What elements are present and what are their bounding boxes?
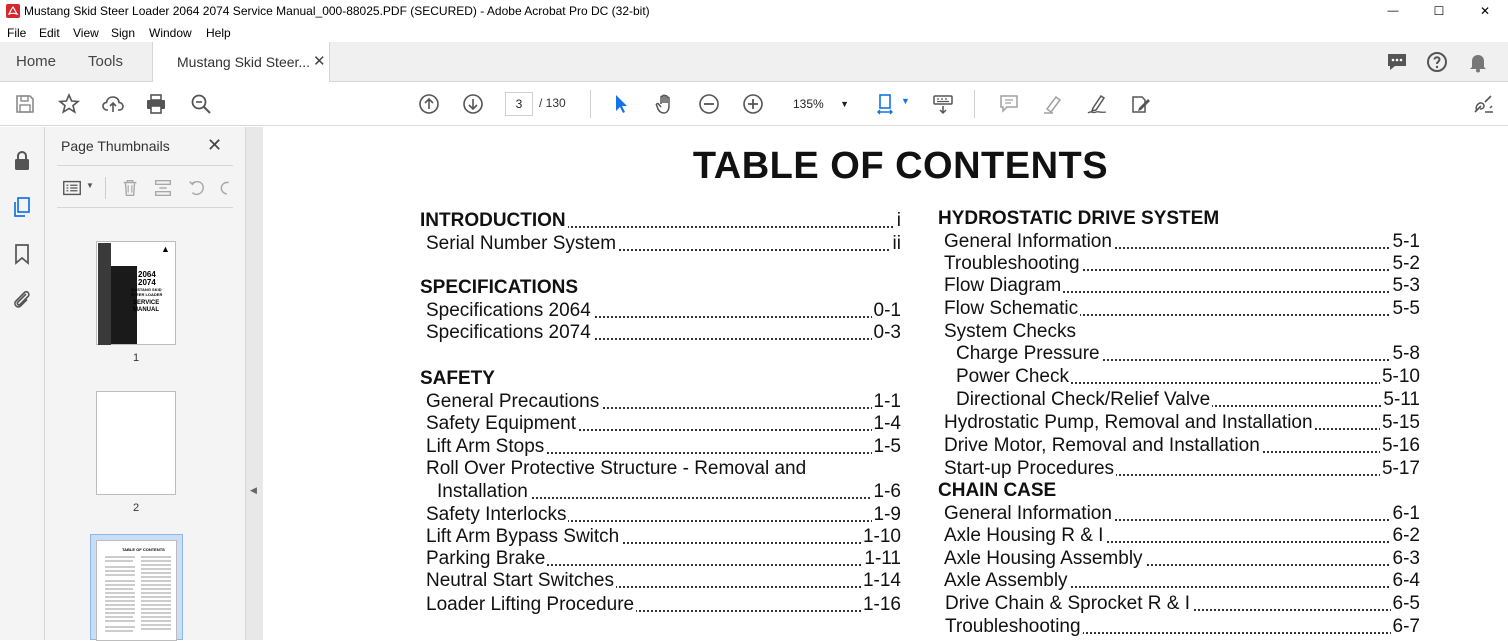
toc-section-heading [938, 208, 1420, 230]
page-thumbnail-3[interactable] [96, 540, 177, 641]
main-toolbar [0, 82, 1508, 126]
toc-entry-text: INTRODUCTION [420, 210, 566, 231]
acrobat-icon [6, 4, 20, 18]
toc-entry[interactable] [426, 570, 901, 592]
toc-entry-page: 5-17 [1381, 458, 1420, 479]
print-button[interactable] [143, 91, 169, 117]
hand-tool-button[interactable] [652, 91, 678, 117]
pen-sign-icon [1085, 92, 1109, 116]
thumbnail-text-lines [103, 555, 173, 639]
document-tab-label: Mustang Skid Steer... [177, 54, 311, 70]
zoom-out-button[interactable] [696, 91, 722, 117]
toc-entry-text: Lift Arm Stops [426, 436, 545, 457]
zoom-level-value: 135% [793, 97, 824, 111]
tab-home[interactable]: Home [16, 53, 57, 70]
fit-page-icon [875, 92, 899, 116]
toc-entry-page: 1-14 [862, 570, 901, 591]
toc-section-heading [420, 277, 901, 299]
next-page-button[interactable] [460, 91, 486, 117]
menu-edit[interactable]: Edit [39, 26, 60, 40]
toc-entry-page: 6-5 [1392, 593, 1420, 614]
rotate-left-icon[interactable] [186, 177, 208, 199]
sign-button[interactable] [1084, 91, 1110, 117]
toc-entry-text: Axle Housing Assembly [944, 548, 1143, 569]
fit-options-caret-icon[interactable]: ▼ [901, 96, 910, 106]
toc-entry-page: ii [892, 233, 901, 254]
cursor-arrow-icon [609, 92, 633, 116]
toc-entry[interactable] [426, 413, 901, 435]
paperclip-icon[interactable] [10, 287, 34, 311]
toc-entry-text: Safety Interlocks [426, 504, 567, 525]
zoom-search-icon [189, 92, 213, 116]
maximize-button[interactable] [1416, 0, 1462, 22]
save-button[interactable] [12, 91, 38, 117]
toolbar-divider [590, 90, 591, 118]
help-icon[interactable] [1425, 50, 1449, 74]
toc-entry-text: Drive Motor, Removal and Installation [944, 435, 1260, 456]
thumbnail-text: MANUAL [133, 307, 159, 313]
toc-entry-text: System Checks [944, 321, 1076, 342]
toc-entry[interactable] [944, 458, 1420, 480]
bell-icon[interactable] [1466, 50, 1490, 74]
options-menu-icon[interactable] [61, 177, 83, 199]
toc-entry-text: Neutral Start Switches [426, 570, 614, 591]
arrow-down-circle-icon [461, 92, 485, 116]
insert-pages-icon[interactable] [152, 177, 174, 199]
plus-circle-icon [741, 92, 765, 116]
toc-entry-text: Troubleshooting [944, 253, 1080, 274]
toc-entry-text: Power Check [956, 366, 1069, 387]
bookmark-star-button[interactable] [56, 91, 82, 117]
toc-entry-page: 5-5 [1392, 298, 1420, 319]
save-icon [13, 92, 37, 116]
toc-title: TABLE OF CONTENTS [692, 145, 1109, 187]
toc-entry-page: 6-7 [1392, 616, 1420, 637]
menu-help[interactable]: Help [206, 26, 231, 40]
panel-divider [57, 165, 233, 166]
toc-entry[interactable] [956, 389, 1420, 411]
arrow-up-circle-icon [417, 92, 441, 116]
toc-entry-text: Troubleshooting [945, 616, 1081, 637]
highlight-button[interactable] [1040, 91, 1066, 117]
collapse-panel-icon[interactable]: ◀ [250, 485, 257, 495]
toc-entry-page: 6-4 [1392, 570, 1420, 591]
toc-entry-text: Specifications 2074 [426, 322, 591, 343]
toc-entry-page: i [896, 210, 901, 231]
zoom-level-dropdown[interactable] [785, 92, 855, 116]
toc-entry-text: Parking Brake [426, 548, 546, 569]
thumbnail-logo-icon: ▲ [161, 244, 170, 254]
hand-icon [653, 92, 677, 116]
toc-entry[interactable] [426, 300, 901, 322]
chevron-down-icon[interactable]: ▼ [86, 181, 94, 190]
thumbnail-binding-strip [98, 243, 111, 345]
edit-button[interactable] [1128, 91, 1154, 117]
panel-title: Page Thumbnails [61, 138, 170, 154]
page-total: / 130 [539, 96, 566, 110]
upload-button[interactable] [100, 91, 126, 117]
toc-entry[interactable] [944, 503, 1420, 525]
toc-entry-page: 1-5 [873, 436, 901, 457]
toc-entry-page: 5-10 [1381, 366, 1420, 387]
toc-entry-text: Axle Housing R & I [944, 525, 1104, 546]
toc-entry[interactable] [956, 366, 1420, 388]
toc-entry[interactable] [426, 391, 901, 413]
share-sign-icon [1471, 92, 1495, 116]
thumbnail-text: SERVICE [133, 300, 160, 306]
comment-bubble-icon[interactable] [1385, 50, 1409, 74]
toc-entry-text: Charge Pressure [956, 343, 1100, 364]
close-icon: ✕ [1479, 4, 1491, 18]
toc-entry-page: 6-3 [1392, 548, 1420, 569]
toc-entry-text: Roll Over Protective Structure - Removal and [426, 458, 807, 479]
toc-entry-page: 5-1 [1392, 231, 1420, 252]
menu-view[interactable]: View [73, 26, 99, 40]
page-number-input[interactable]: 3 [505, 92, 533, 116]
toc-entry-page: 6-2 [1392, 525, 1420, 546]
toc-entry-page: 1-10 [862, 526, 901, 547]
toc-entry-page: 5-16 [1381, 435, 1420, 456]
toc-section-heading [938, 480, 1420, 502]
toc-entry-page: 1-1 [873, 391, 901, 412]
toolbar-divider [974, 90, 975, 118]
tab-tools[interactable]: Tools [88, 53, 124, 70]
toc-entry-page: 1-6 [873, 481, 901, 502]
toc-entry-page: 5-15 [1381, 412, 1420, 433]
highlighter-icon [1041, 92, 1065, 116]
add-comment-button[interactable] [996, 91, 1022, 117]
edit-pen-icon [1129, 92, 1153, 116]
cloud-upload-icon [101, 92, 125, 116]
keyboard-scroll-icon [931, 92, 955, 116]
toc-entry-text: SAFETY [420, 368, 495, 389]
minimize-button[interactable] [1370, 0, 1416, 22]
bookmark-icon[interactable] [10, 242, 34, 266]
document-view[interactable] [263, 127, 1508, 640]
toc-entry[interactable] [944, 275, 1420, 297]
toc-entry[interactable] [956, 343, 1420, 365]
fit-page-button[interactable] [874, 91, 900, 117]
toc-entry-text: Flow Schematic [944, 298, 1079, 319]
toc-entry-page: 5-8 [1392, 343, 1420, 364]
toc-entry-text: General Information [944, 503, 1112, 524]
toc-entry[interactable] [426, 233, 901, 255]
toc-entry[interactable] [426, 594, 901, 616]
toc-entry-text: Directional Check/Relief Valve [956, 389, 1211, 410]
chevron-down-icon: ▼ [840, 99, 849, 109]
thumbnail-text: 2064 [138, 270, 156, 279]
toc-entry-page: 1-9 [873, 504, 901, 525]
toc-entry-page: 1-16 [862, 594, 901, 615]
toc-entry[interactable] [944, 435, 1420, 457]
toc-entry-text: Drive Chain & Sprocket R & I [945, 593, 1190, 614]
printer-icon [144, 92, 168, 116]
panel-divider [57, 207, 233, 208]
thumbnail-text: TABLE OF CONTENTS [122, 547, 165, 552]
toc-entry-text: Safety Equipment [426, 413, 576, 434]
minimize-icon: — [1387, 5, 1399, 17]
toc-entry-text: CHAIN CASE [938, 480, 1057, 501]
toc-entry-text: Loader Lifting Procedure [426, 594, 635, 615]
close-panel-icon[interactable]: ✕ [207, 135, 223, 155]
rotate-right-icon[interactable] [217, 177, 233, 199]
zoom-in-button[interactable] [740, 91, 766, 117]
toc-entry[interactable] [944, 231, 1420, 253]
toc-entry-text: General Precautions [426, 391, 600, 412]
toc-entry-text: Specifications 2064 [426, 300, 591, 321]
toc-entry-page: 5-3 [1392, 275, 1420, 296]
toc-entry[interactable] [944, 412, 1420, 434]
toc-entry[interactable] [945, 593, 1420, 615]
menu-window[interactable]: Window [149, 26, 192, 40]
find-button[interactable] [188, 91, 214, 117]
toc-entry[interactable] [944, 525, 1420, 547]
toc-entry-text: HYDROSTATIC DRIVE SYSTEM [938, 208, 1220, 229]
toc-entry-text: Lift Arm Bypass Switch [426, 526, 620, 547]
close-window-button[interactable] [1462, 0, 1508, 22]
toc-entry-text: Start-up Procedures [944, 458, 1115, 479]
toc-entry[interactable] [944, 298, 1420, 320]
comment-icon [997, 92, 1021, 116]
left-icon-rail [0, 127, 45, 640]
tab-bar [0, 42, 1508, 82]
toc-entry-text: SPECIFICATIONS [420, 277, 578, 298]
toc-entry-text: Serial Number System [426, 233, 617, 254]
thumbnail-text: STEER LOADER [131, 292, 163, 297]
page-thumbnails-panel [45, 127, 245, 640]
maximize-icon: ☐ [1433, 4, 1445, 18]
minus-circle-icon [697, 92, 721, 116]
toc-entry-text: Hydrostatic Pump, Removal and Installation [944, 412, 1313, 433]
toc-entry[interactable] [426, 548, 901, 570]
thumbnail-text: 2074 [138, 278, 156, 287]
toc-entry[interactable] [437, 481, 901, 503]
title-bar [0, 0, 1508, 22]
menu-bar [0, 22, 1508, 42]
share-button[interactable] [1470, 91, 1496, 117]
toc-entry-page: 1-11 [864, 548, 901, 569]
lock-icon[interactable] [10, 149, 34, 173]
toc-entry-page: 6-1 [1392, 503, 1420, 524]
thumbnail-text: MUSTANG SKID [131, 287, 162, 292]
star-icon [57, 92, 81, 116]
menu-sign[interactable]: Sign [111, 26, 136, 40]
toc-entry-page: 5-2 [1392, 253, 1420, 274]
toc-entry[interactable] [426, 322, 901, 344]
window-title: Mustang Skid Steer Loader 2064 2074 Service Manual_000-88025.PDF (SECURED) - Adobe Acrobat Pro DC (32-bit) [24, 4, 650, 18]
toc-entry[interactable] [944, 321, 1420, 343]
toc-entry[interactable] [426, 458, 901, 480]
selected-thumbnail-frame[interactable] [90, 534, 183, 640]
page-thumbnail-2[interactable] [96, 391, 176, 495]
page-thumbnails-icon[interactable] [10, 195, 34, 219]
select-tool-button[interactable] [608, 91, 634, 117]
toc-entry-text: Axle Assembly [944, 570, 1068, 591]
toc-entry[interactable] [945, 616, 1420, 638]
trash-icon[interactable] [119, 177, 141, 199]
toc-entry[interactable] [420, 210, 901, 232]
toc-entry-page: 1-4 [873, 413, 901, 434]
close-tab-icon[interactable]: ✕ [313, 53, 326, 70]
toc-section-heading [420, 368, 901, 390]
toc-entry-text: General Information [944, 231, 1112, 252]
thumbnail-page-number: 2 [132, 502, 140, 514]
toc-entry[interactable] [426, 526, 901, 548]
toc-entry[interactable] [426, 436, 901, 458]
toc-entry[interactable] [426, 504, 901, 526]
toc-entry-page: 5-11 [1383, 389, 1420, 410]
toc-entry-text: Flow Diagram [944, 275, 1062, 296]
toc-entry[interactable] [944, 548, 1420, 570]
tab-document[interactable] [152, 42, 330, 83]
toc-entry-page: 0-3 [873, 322, 901, 343]
toc-entry[interactable] [944, 253, 1420, 275]
tools-divider [105, 177, 106, 199]
toc-entry[interactable] [944, 570, 1420, 592]
scroll-mode-button[interactable] [930, 91, 956, 117]
menu-file[interactable]: File [7, 26, 27, 40]
previous-page-button[interactable] [416, 91, 442, 117]
page-thumbnail-1[interactable] [96, 241, 176, 345]
toc-entry-page: 0-1 [873, 300, 901, 321]
thumbnail-tools [57, 175, 233, 201]
toc-entry-text: Installation [437, 481, 528, 502]
panel-splitter[interactable] [245, 127, 263, 640]
thumbnail-page-number: 1 [132, 352, 140, 364]
